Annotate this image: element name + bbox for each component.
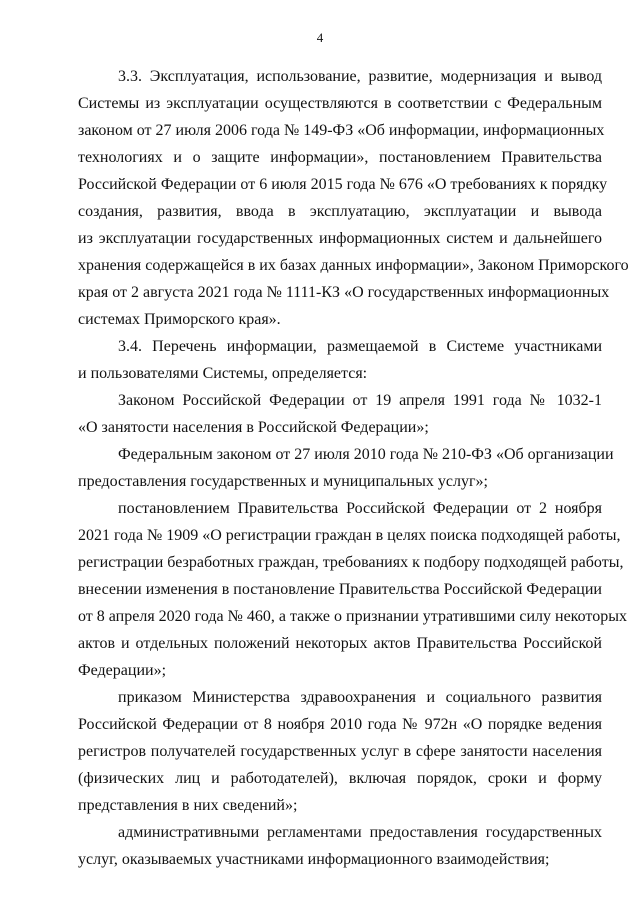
text-line: из эксплуатации государственных информационных систем и дальнейшего — [78, 230, 602, 247]
text-line: Российской Федерации от 8 ноября 2010 года № 972н «О порядке ведения — [78, 716, 602, 733]
text-line: регистров получателей государственных услуг в сфере занятости населения — [78, 743, 602, 760]
text-line: от 8 апреля 2020 года № 460, а также о признании утратившими силу некоторых — [78, 608, 627, 625]
text-line: системах Приморского края». — [78, 311, 281, 328]
text-line: административными регламентами предоставления государственных — [118, 824, 602, 841]
text-line: Российской Федерации от 6 июля 2015 года № 676 «О требованиях к порядку — [78, 176, 608, 193]
text-line: хранения содержащейся в их базах данных информации», Законом Приморского — [78, 257, 629, 274]
text-line: законом от 27 июля 2006 года № 149-ФЗ «Об информации, информационных — [78, 122, 605, 139]
text-line: актов и отдельных положений некоторых актов Правительства Российской — [78, 635, 602, 652]
text-line: приказом Министерства здравоохранения и социального развития — [118, 689, 602, 706]
text-line: представления в них сведений»; — [78, 797, 298, 814]
text-line: 3.4. Перечень информации, размещаемой в Системе участниками — [118, 338, 602, 355]
text-line: постановлением Правительства Российской Федерации от 2 ноября — [118, 500, 602, 517]
text-line: 2021 года № 1909 «О регистрации граждан в целях поиска подходящей работы, — [78, 527, 621, 544]
page-number: 4 — [316, 30, 324, 45]
text-line: «О занятости населения в Российской Федерации»; — [78, 419, 429, 436]
text-line: (физических лиц и работодателей), включая порядок, сроки и форму — [78, 770, 602, 787]
text-line: регистрации безработных граждан, требованиях к подбору подходящей работы, — [78, 554, 624, 571]
text-line: края от 2 августа 2021 года № 1111-КЗ «О государственных информационных — [78, 284, 610, 301]
text-line: Федерации»; — [78, 662, 167, 679]
text-line: предоставления государственных и муниципальных услуг»; — [78, 473, 488, 490]
text-line: услуг, оказываемых участниками информационного взаимодействия; — [78, 851, 550, 868]
text-line: технологиях и о защите информации», постановлением Правительства — [78, 149, 602, 166]
text-line: внесении изменения в постановление Правительства Российской Федерации — [78, 581, 602, 598]
text-line: и пользователями Системы, определяется: — [78, 365, 368, 382]
text-line: Федеральным законом от 27 июля 2010 года № 210-ФЗ «Об организации — [118, 446, 614, 463]
text-line: 3.3. Эксплуатация, использование, развитие, модернизация и вывод — [118, 68, 602, 85]
text-line: Системы из эксплуатации осуществляются в соответствии с Федеральным — [78, 95, 602, 112]
text-line: создания, развития, ввода в эксплуатацию, эксплуатации и вывода — [78, 203, 602, 220]
text-line: Законом Российской Федерации от 19 апреля 1991 года № 1032-1 — [118, 392, 602, 409]
